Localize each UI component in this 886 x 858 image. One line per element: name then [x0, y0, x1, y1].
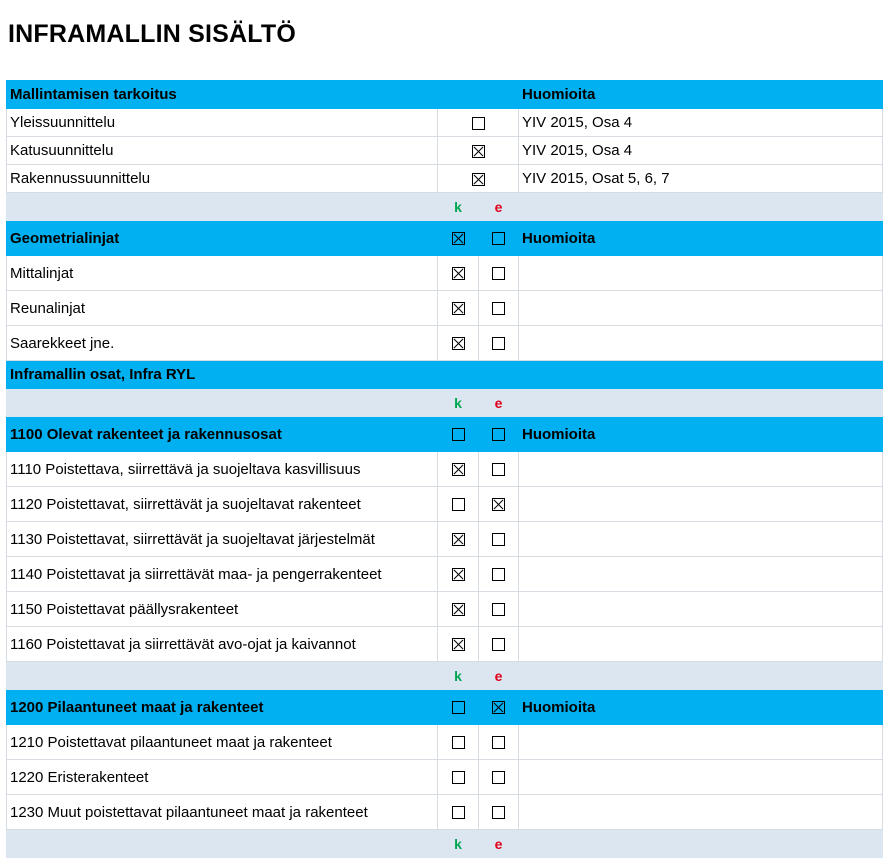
checkbox-e[interactable] — [492, 806, 505, 819]
checkbox-e[interactable] — [492, 736, 505, 749]
section-header-1200 — [7, 690, 883, 725]
checkbox-e[interactable] — [492, 771, 505, 784]
checkbox-e[interactable] — [492, 638, 505, 651]
k-label: k — [438, 662, 479, 690]
checkbox-k[interactable] — [452, 463, 465, 476]
e-label: e — [479, 389, 519, 417]
row-label: Reunalinjat — [7, 291, 438, 326]
row-note — [519, 291, 883, 326]
row-label: 1120 Poistettavat, siirrettävät ja suojeltavat rakenteet — [7, 487, 438, 522]
checkbox-k[interactable] — [452, 638, 465, 651]
table-row — [7, 760, 883, 795]
table-row — [7, 487, 883, 522]
checkbox-1100-e[interactable] — [492, 428, 505, 441]
row-note — [519, 522, 883, 557]
ke-legend-row — [7, 193, 883, 221]
row-label: 1130 Poistettavat, siirrettävät ja suojeltavat järjestelmät — [7, 522, 438, 557]
table-row — [7, 627, 883, 662]
row-label: 1230 Muut poistettavat pilaantuneet maat ja rakenteet — [7, 795, 438, 830]
k-label: k — [438, 193, 479, 221]
notes-header: Huomioita — [519, 417, 883, 452]
k-label: k — [438, 389, 479, 417]
checkbox-e[interactable] — [492, 603, 505, 616]
row-label: 1220 Eristerakenteet — [7, 760, 438, 795]
table-row — [7, 137, 883, 165]
checkbox-e[interactable] — [492, 533, 505, 546]
section-header-geometry — [7, 221, 883, 256]
group-1200-header-label: 1200 Pilaantuneet maat ja rakenteet — [7, 690, 438, 725]
row-label: 1160 Poistettavat ja siirrettävät avo-ojat ja kaivannot — [7, 627, 438, 662]
e-label: e — [479, 193, 519, 221]
row-label: 1150 Poistettavat päällysrakenteet — [7, 592, 438, 627]
row-note — [519, 592, 883, 627]
table-row — [7, 557, 883, 592]
checkbox-cell — [438, 109, 519, 137]
k-label: k — [438, 830, 479, 858]
checkbox-k[interactable] — [452, 806, 465, 819]
checkbox-cell — [438, 165, 519, 193]
row-label: Saarekkeet jne. — [7, 326, 438, 361]
table-row — [7, 326, 883, 361]
row-note — [519, 326, 883, 361]
row-label: 1110 Poistettava, siirrettävä ja suojeltava kasvillisuus — [7, 452, 438, 487]
row-label: Rakennussuunnittelu — [7, 165, 438, 193]
checkbox-rakennussuunnittelu[interactable] — [472, 173, 485, 186]
section-header-infra-ryl — [7, 361, 883, 389]
row-note — [519, 487, 883, 522]
table-row — [7, 522, 883, 557]
table-row — [7, 291, 883, 326]
table-row — [7, 452, 883, 487]
checkbox-k[interactable] — [452, 736, 465, 749]
checkbox-yleissuunnittelu[interactable] — [472, 117, 485, 130]
checkbox-k[interactable] — [452, 568, 465, 581]
notes-header: Huomioita — [519, 221, 883, 256]
row-note — [519, 725, 883, 760]
checkbox-geometry-k[interactable] — [452, 232, 465, 245]
checkbox-k[interactable] — [452, 337, 465, 350]
row-label: Yleissuunnittelu — [7, 109, 438, 137]
checkbox-e[interactable] — [492, 267, 505, 280]
section-header-purpose — [7, 81, 883, 109]
table-row — [7, 165, 883, 193]
ke-legend-row — [7, 662, 883, 690]
row-note — [519, 627, 883, 662]
row-note — [519, 795, 883, 830]
checkbox-k[interactable] — [452, 603, 465, 616]
checkbox-1100-k[interactable] — [452, 428, 465, 441]
ke-legend-row — [7, 389, 883, 417]
checkbox-katusuunnittelu[interactable] — [472, 145, 485, 158]
table-row — [7, 109, 883, 137]
e-label: e — [479, 662, 519, 690]
checkbox-e[interactable] — [492, 302, 505, 315]
checkbox-1200-e[interactable] — [492, 701, 505, 714]
section-header-1100 — [7, 417, 883, 452]
row-note: YIV 2015, Osat 5, 6, 7 — [519, 165, 883, 193]
group-1100-header-label: 1100 Olevat rakenteet ja rakennusosat — [7, 417, 438, 452]
e-label: e — [479, 830, 519, 858]
row-note — [519, 452, 883, 487]
checkbox-e[interactable] — [492, 337, 505, 350]
row-label: 1140 Poistettavat ja siirrettävät maa- ja pengerrakenteet — [7, 557, 438, 592]
checkbox-cell — [438, 137, 519, 165]
checkbox-e[interactable] — [492, 568, 505, 581]
checkbox-geometry-e[interactable] — [492, 232, 505, 245]
table-row — [7, 256, 883, 291]
checkbox-k[interactable] — [452, 498, 465, 511]
table-row — [7, 725, 883, 760]
purpose-header-label: Mallintamisen tarkoitus — [7, 81, 438, 109]
row-note: YIV 2015, Osa 4 — [519, 109, 883, 137]
row-note — [519, 760, 883, 795]
checkbox-k[interactable] — [452, 533, 465, 546]
notes-header: Huomioita — [519, 81, 883, 109]
checkbox-e[interactable] — [492, 463, 505, 476]
row-label: 1210 Poistettavat pilaantuneet maat ja rakenteet — [7, 725, 438, 760]
row-note: YIV 2015, Osa 4 — [519, 137, 883, 165]
row-label: Mittalinjat — [7, 256, 438, 291]
row-note — [519, 557, 883, 592]
table-row — [7, 592, 883, 627]
row-note — [519, 256, 883, 291]
checkbox-k[interactable] — [452, 302, 465, 315]
model-content-table — [6, 80, 883, 858]
table-row — [7, 795, 883, 830]
purpose-header-empty — [438, 81, 519, 109]
geometry-header-label: Geometrialinjat — [7, 221, 438, 256]
checkbox-k[interactable] — [452, 771, 465, 784]
ke-legend-row — [7, 830, 883, 858]
checkbox-1200-k[interactable] — [452, 701, 465, 714]
page-title: INFRAMALLIN SISÄLTÖ — [8, 20, 297, 48]
checkbox-e[interactable] — [492, 498, 505, 511]
notes-header: Huomioita — [519, 690, 883, 725]
row-label: Katusuunnittelu — [7, 137, 438, 165]
infra-header-label: Inframallin osat, Infra RYL — [7, 361, 438, 389]
checkbox-k[interactable] — [452, 267, 465, 280]
